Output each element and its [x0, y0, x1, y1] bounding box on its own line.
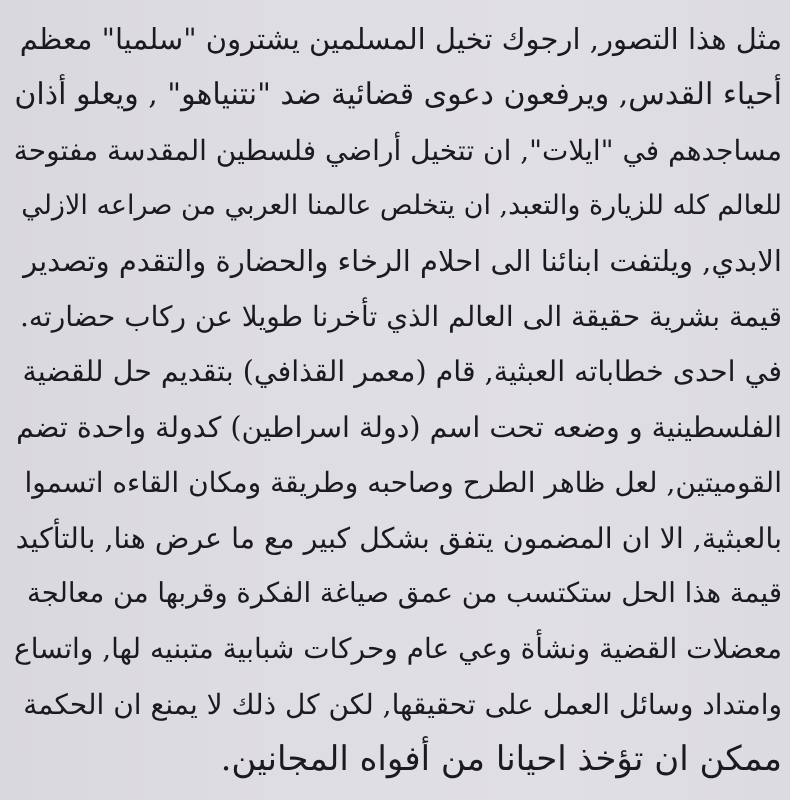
text-line: القوميتين, لعل ظاهر الطرح وصاحبه وطريقة ومكان القاءه اتسموا — [24, 466, 782, 500]
text-line: أحياء القدس, ويرفعون دعوى قضائية ضد "نتنياهو" , ويعلو أذان — [14, 77, 782, 113]
text-line: مساجدهم في "ايلات", ان تتخيل أراضي فلسطين المقدسة مفتوحة — [14, 133, 782, 167]
text-line: وامتداد وسائل العمل على تحقيقها, لكن كل ذلك لا يمنع ان الحكمة — [23, 687, 782, 721]
body-text — [14, 12, 782, 787]
text-line: الفلسطينية و وضعه تحت اسم (دولة اسراطين) كدولة واحدة تضم — [16, 410, 782, 444]
text-line: الابدي, ويلتفت ابنائنا الى احلام الرخاء والحضارة والتقدم وتصدير — [23, 243, 782, 278]
text-line: في احدى خطاباته العبثية, قام (معمر القذافي) بتقديم حل للقضية — [22, 355, 782, 389]
text-line: للعالم كله للزيارة والتعبد, ان يتخلص عالمنا العربي من صراعه الازلي — [21, 190, 782, 222]
text-line: معضلات القضية ونشأة وعي عام وحركات شبابية متبنيه لها, واتساع — [14, 632, 782, 666]
text-line: ممكن ان تؤخذ احيانا من أفواه المجانين. — [220, 739, 782, 780]
text-line: مثل هذا التصور, ارجوك تخيل المسلمين يشترون "سلميا" معظم — [19, 22, 782, 56]
text-line: قيمة هذا الحل ستكتسب من عمق صياغة الفكرة وقربها من معالجة — [26, 576, 782, 609]
text-line: قيمة بشرية حقيقة الى العالم الذي تأخرنا طويلا عن ركاب حضارته. — [19, 299, 782, 333]
text-line: بالعبثية, الا ان المضمون يتفق بشكل كبير مع ما عرض هنا, بالتأكيد — [15, 521, 782, 555]
